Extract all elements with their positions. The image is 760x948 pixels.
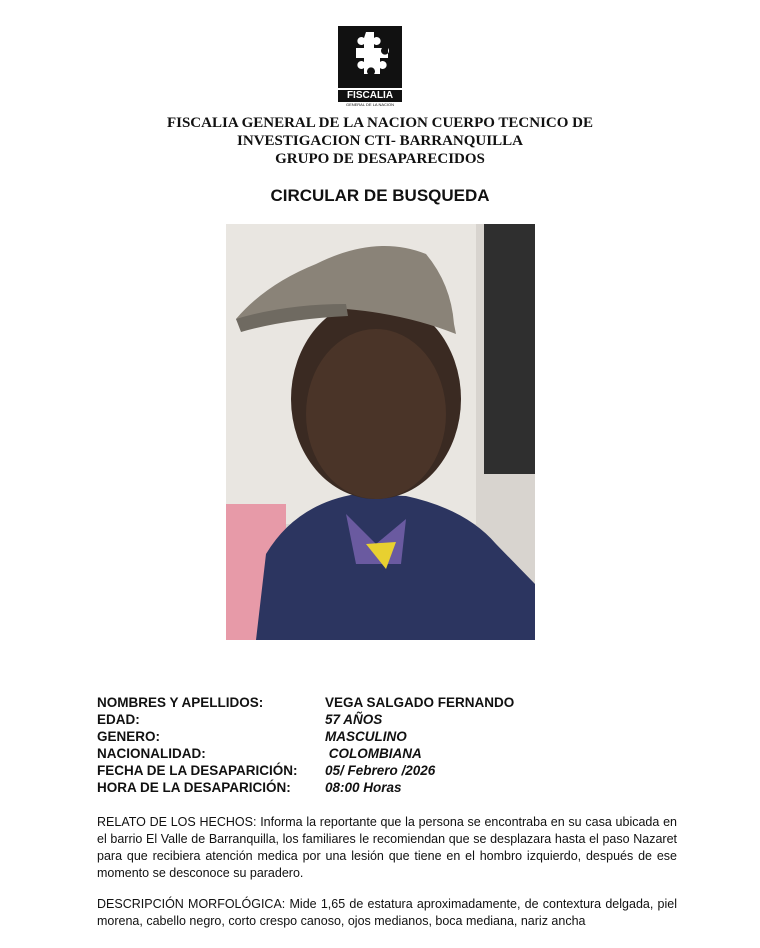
field-label: GENERO: (97, 729, 161, 744)
descripcion-paragraph (97, 896, 677, 930)
field-label: HORA DE LA DESAPARICIÓN: (97, 780, 291, 795)
header-line-1: FISCALIA GENERAL DE LA NACION CUERPO TECNICO DE (166, 115, 594, 131)
relato-paragraph (97, 814, 677, 882)
descripcion-heading: DESCRIPCIÓN MORFOLÓGICA: (97, 897, 286, 911)
field-label: EDAD: (97, 712, 140, 727)
logo-tagline: GENERAL DE LA NACION (345, 102, 395, 107)
institution-header (0, 114, 760, 168)
field-row (97, 762, 514, 779)
relato-heading: RELATO DE LOS HECHOS: (97, 815, 257, 829)
fiscalia-logo (338, 26, 402, 107)
field-value: 05/ Febrero /2026 (325, 763, 436, 778)
field-label: NOMBRES Y APELLIDOS: (97, 695, 264, 710)
field-value: COLOMBIANA (325, 746, 422, 761)
field-label: FECHA DE LA DESAPARICIÓN: (97, 763, 298, 778)
header-line-3: GRUPO DE DESAPARECIDOS (275, 151, 485, 167)
relato-text: Informa la reportante que la persona se encontraba en su casa ubicada en el barrio El Valle de Barranquilla, los familiares le recomiendan que se desplazara hasta el paso Nazaret para que recibiera atención medica por una lesión que tiene en el hombro izquierdo, después de ese momento se desconoce su paradero. (97, 815, 677, 880)
missing-person-photo (226, 224, 535, 640)
field-row (97, 745, 514, 762)
field-row (97, 779, 514, 796)
header-line-2: INVESTIGACION CTI- BARRANQUILLA (237, 133, 523, 149)
field-row (97, 711, 514, 728)
field-value: 08:00 Horas (325, 780, 402, 795)
field-value: VEGA SALGADO FERNANDO (325, 695, 515, 710)
logo-word: FISCALIA (338, 90, 402, 102)
puzzle-emblem-icon (338, 26, 402, 88)
field-row (97, 728, 514, 745)
descripcion-text: Mide 1,65 de estatura aproximadamente, de contextura delgada, piel morena, cabello negro, corto crespo canoso, ojos medianos, boca mediana, nariz ancha (97, 897, 677, 928)
field-value: MASCULINO (325, 729, 407, 744)
document-title: CIRCULAR DE BUSQUEDA (270, 186, 490, 205)
field-value: 57 AÑOS (325, 712, 383, 727)
person-fields (97, 694, 514, 796)
field-label: NACIONALIDAD: (97, 746, 206, 761)
field-row (97, 694, 514, 711)
